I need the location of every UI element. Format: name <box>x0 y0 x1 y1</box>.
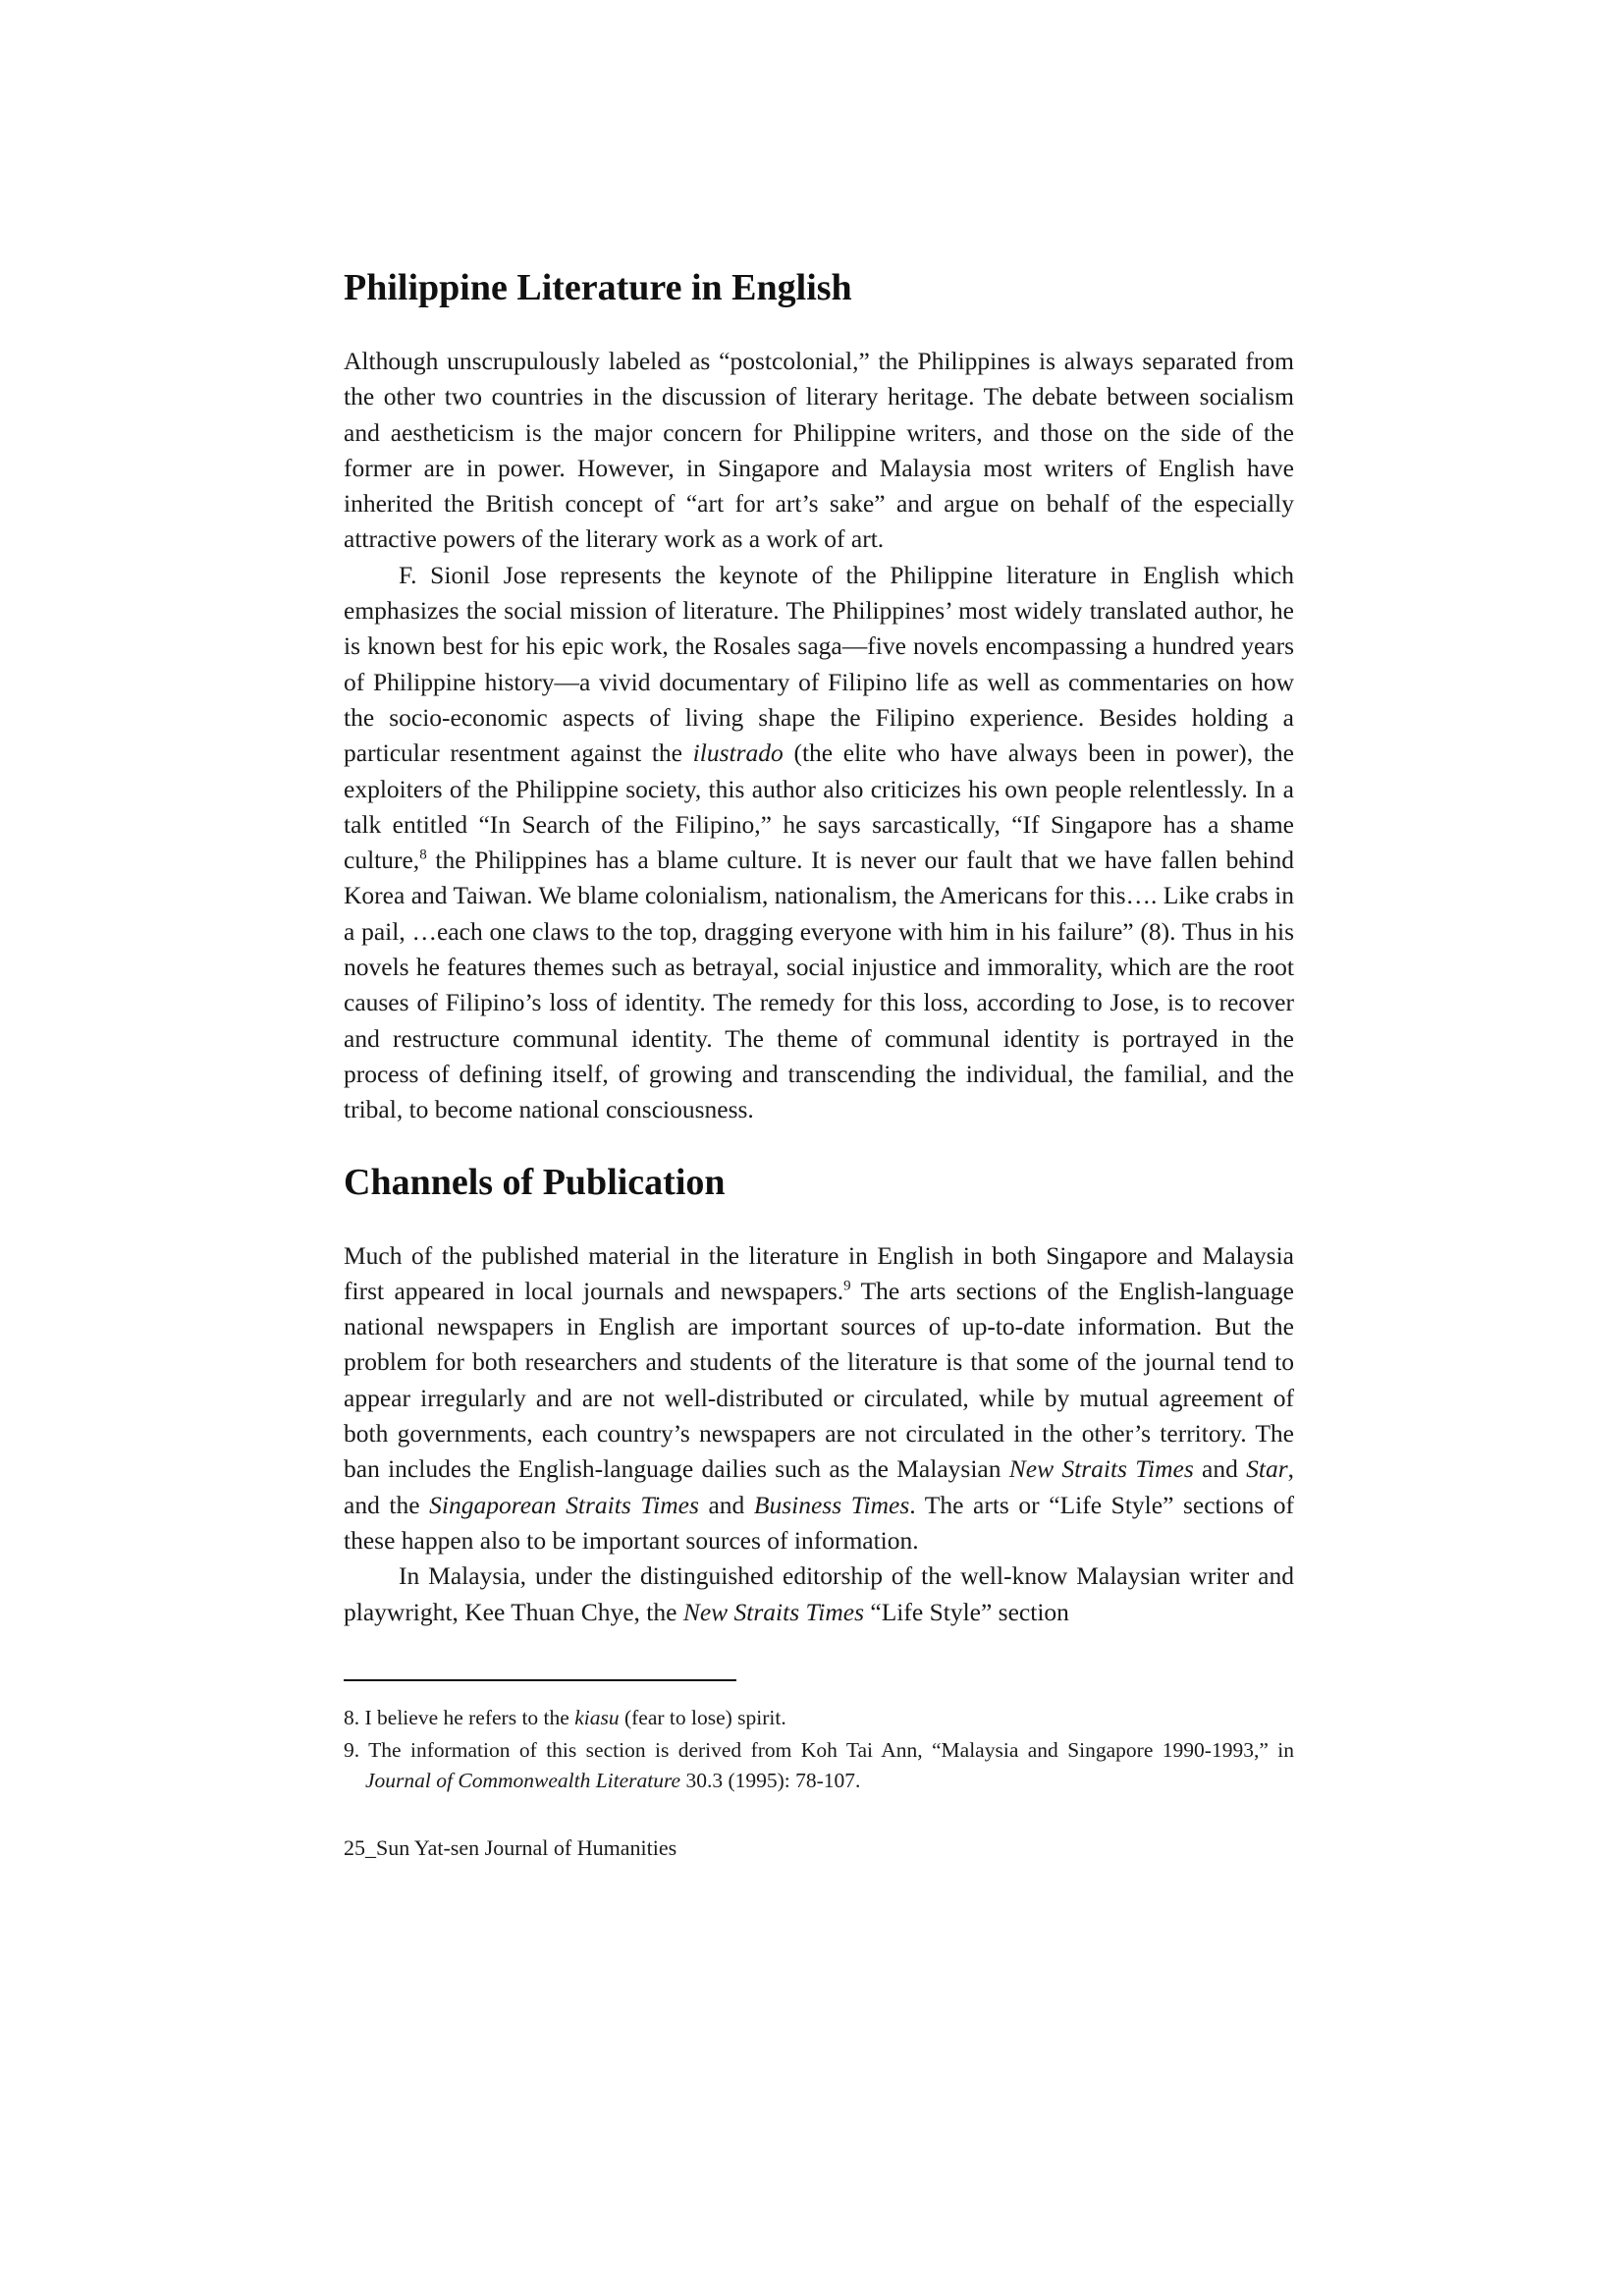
footnote-ref-9[interactable]: 9 <box>843 1278 851 1294</box>
footnote-ref-8[interactable]: 8 <box>419 847 427 863</box>
italic-business-times: Business Times <box>753 1490 910 1519</box>
italic-new-straits-times: New Straits Times <box>1008 1454 1194 1484</box>
paragraph-postcolonial: Although unscrupulously labeled as “postcolonial,” the Philippines is always separated from the other two countries in the discussion of literary heritage. The debate between socialism and aestheticism is the major concern for Philippine writers, and those on the side of the former are in power. However, in Singapore and Malaysia most writers of English have inherited the British concept of “art for art’s sake” and argue on behalf of the especially attractive powers of the literary work as a work of art. <box>344 347 1294 554</box>
italic-new-straits-times-2: New Straits Times <box>682 1597 865 1626</box>
italic-journal-title: Journal of Commonwealth Literature <box>365 1768 681 1792</box>
section-heading-channels-of-publication: Channels of Publication <box>344 1161 726 1203</box>
paragraph-sionil-jose: F. Sionil Jose represents the keynote of the Philippine literature in English which emphasizes the social mission of literature. The Philippines’ most widely translated author, he is known best for his epic work, the Rosales saga—five novels encompassing a hundred years of Philippine history—a vivid documentary of Filipino life as well as commentaries on how the socio-economic aspects of living shape the Filipino experience. Besides holding a particular resentment against the ilustrado (the elite who have always been in power), the exploiters of the Philippine society, this author also criticizes his own people relentlessly. In a talk entitled “In Search of the Filipino,” he says sarcastically, “If Singapore has a shame culture,$^8$ the Philippines has a blame culture. It is never our fault that we have fallen behind Korea and Taiwan. We blame colonialism, nationalism, the Americans for this…. Like crabs in a pail, …each one claws to the top, dragging everyone with him in his failure” (8). Thus in his novels he features themes such as betrayal, social injustice and immorality, which are the root causes of Filipino’s loss of identity. The remedy for this loss, according to Jose, is to recover and restructure communal identity. The theme of communal identity is portrayed in the process of defining itself, of growing and transcending the individual, the familial, and the tribal, to become national consciousness. <box>344 560 1294 1124</box>
footnotes <box>344 1703 1294 1796</box>
italic-kiasu: kiasu <box>574 1705 620 1729</box>
footnote-8: 8. I believe he refers to the kiasu (fear to lose) spirit. <box>344 1705 786 1729</box>
footnote-9: 9. The information of this section is derived from Koh Tai Ann, “Malaysia and Singapore 1990-1993,” in Journal of Commonwealth Literature 30.3 (1995): 78-107. <box>344 1737 1294 1792</box>
italic-star: Star <box>1246 1454 1288 1484</box>
footnote-divider <box>344 1679 736 1681</box>
italic-singaporean-straits-times: Singaporean Straits Times <box>429 1490 699 1519</box>
page-body <box>344 265 1294 1863</box>
running-footer: 25_Sun Yat-sen Journal of Humanities <box>344 1834 677 1860</box>
paragraph-malaysia-editorship: In Malaysia, under the distinguished editorship of the well-know Malaysian writer and playwright, Kee Thuan Chye, the New Straits Times “Life Style” section <box>344 1561 1294 1626</box>
paragraph-published-material: Much of the published material in the literature in English in both Singapore and Malaysia first appeared in local journals and newspapers.$^9$ The arts sections of the English-language national newspapers in English are important sources of up-to-date information. But the problem for both researchers and students of the literature is that some of the journal tend to appear irregularly and are not well-distributed or circulated, while by mutual agreement of both governments, each country’s newspapers are not circulated in the other’s territory. The ban includes the English-language dailies such as the Malaysian New Straits Times and Star, and the Singaporean Straits Times and Business Times. The arts or “Life Style” sections of these happen also to be important sources of information. <box>344 1240 1294 1555</box>
italic-ilustrado: ilustrado <box>692 738 784 768</box>
section-heading-philippine-literature: Philippine Literature in English <box>344 267 852 308</box>
